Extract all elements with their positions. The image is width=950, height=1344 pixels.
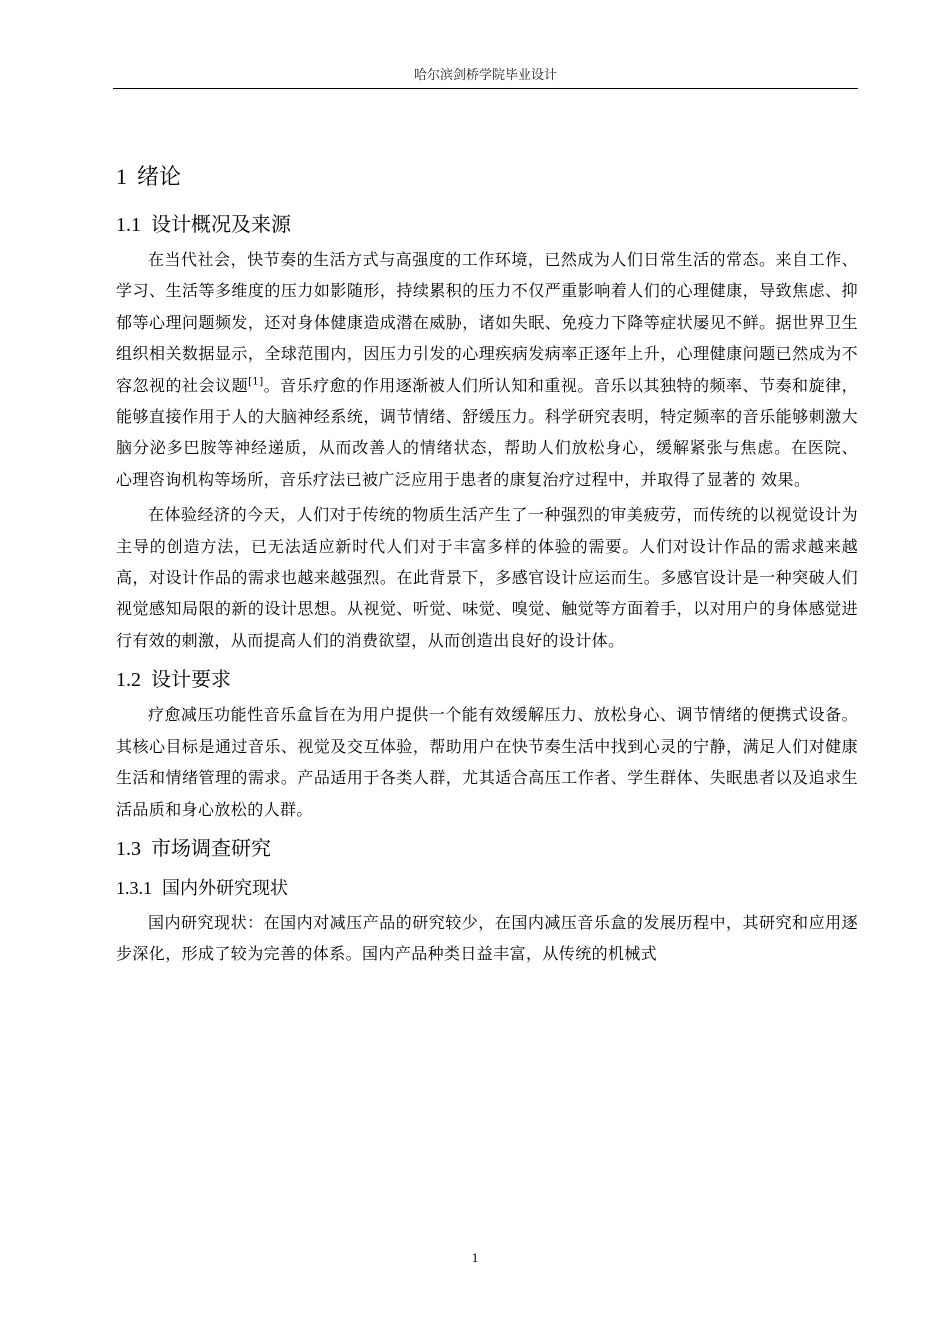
section-title: 市场调查研究: [151, 835, 271, 860]
page-header: 哈尔滨剑桥学院毕业设计: [413, 68, 557, 83]
page-number: 1: [471, 1250, 479, 1265]
section-heading-1-1: [116, 205, 858, 244]
citation-mark: [1]: [248, 376, 264, 388]
section-number: 1.3: [116, 837, 141, 860]
subsection-heading-1-3-1: [116, 870, 858, 907]
paragraph-text: 在当代社会，快节奏的生活方式与高强度的工作环境，已然成为人们日常生活的常态。来自工作、学习、生活等多维度的压力如影随形，持续累积的压力不仅严重影响着人们的心理健康，导致焦虑、抑郁等心理问题频发，还对身体健康造成潜在威胁，诸如失眠、免疫力下降等症状屡见不鲜。据世界卫生组织相关数据显示，全球范围内，因压力引发的心理疾病发病率正逐年上升，心理健康问题已然成为不容忽视的社会议题: [116, 250, 858, 395]
paragraph-1-3-1: 国内研究现状：在国内对减压产品的研究较少，在国内减压音乐盒的发展历程中，其研究和应用逐步深化，形成了较为完善的体系。国内产品种类日益丰富，从传统的机械式: [116, 912, 858, 964]
section-heading-1-2: [116, 660, 858, 699]
paragraph-1-1-b: 在体验经济的今天，人们对于传统的物质生活产生了一种强烈的审美疲劳，而传统的以视觉设计为主导的创造方法，已无法适应新时代人们对于丰富多样的体验的需要。人们对设计作品的需求越来越高，对设计作品的需求也越来越强烈。在此背景下，多感官设计应运而生。多感官设计是一种突破人们视觉感知局限的新的设计思想。从视觉、听觉、味觉、嗅觉、触觉等方面着手，以对用户的身体感觉进行有效的刺激，从而提高人们的消费欲望，从而创造出良好的设计体。: [116, 505, 858, 650]
section-heading-1-3: [116, 829, 858, 868]
chapter-number: 1: [116, 164, 127, 189]
paragraph-1-1-a: [116, 244, 858, 495]
chapter-title: 绪论: [137, 165, 182, 190]
header-rule: [113, 88, 858, 89]
paragraph-text: 。音乐疗愈的作用逐渐被人们所认知和重视。音乐以其独特的频率、节奏和旋律，能够直接作用于人的大脑神经系统，调节情绪、舒缓压力。科学研究表明，特定频率的音乐能够刺激大脑分泌多巴胺等神经递质，从而改善人的情绪状态，帮助人们放松身心，缓解紧张与焦虑。在医院、 心理咨询机构等场所，音乐疗法已被广泛应用于患者的康复治疗过程中，并取得了显著的 效果。: [116, 375, 859, 489]
section-number: 1.1: [116, 214, 141, 236]
paragraph-1-2: 疗愈减压功能性音乐盒旨在为用户提供一个能有效缓解压力、放松身心、调节情绪的便携式设备。其核心目标是通过音乐、视觉及交互体验，帮助用户在快节奏生活中找到心灵的宁静，满足人们对健康生活和情绪管理的需求。产品适用于各类人群，尤其适合高压工作者、学生群体、失眠患者以及追求生活品质和身心放松的人群。: [116, 705, 858, 819]
subsection-title: 国内外研究现状: [162, 877, 288, 899]
section-number: 1.2: [116, 669, 141, 692]
section-title: 设计概况及来源: [151, 212, 291, 236]
page-body: [116, 160, 858, 974]
section-title: 设计要求: [151, 667, 231, 692]
chapter-heading: [116, 160, 858, 195]
subsection-number: 1.3.1: [116, 877, 152, 898]
